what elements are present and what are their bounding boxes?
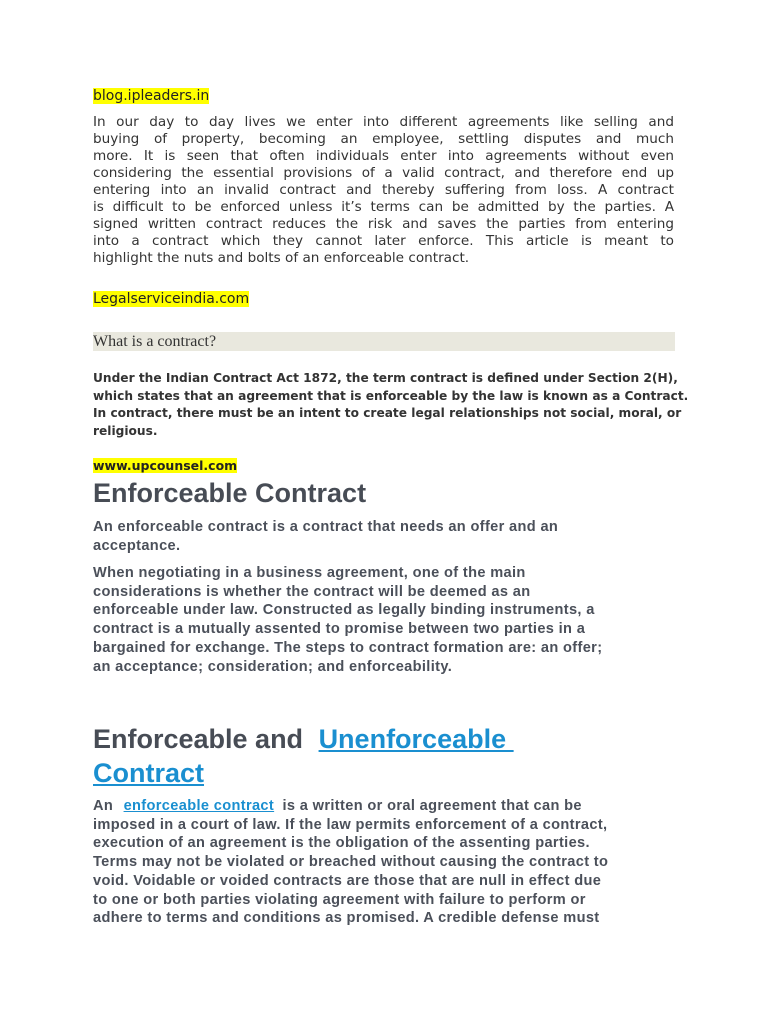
source-text: www.upcounsel.com <box>93 458 238 473</box>
paragraph-offer-acceptance <box>93 518 674 555</box>
paragraph-enforceable-definition <box>93 797 674 928</box>
source-text: blog.ipleaders.in <box>93 88 210 104</box>
source-label-ipleaders <box>93 87 674 105</box>
text-line: an acceptance; consideration; and enforceability. <box>93 658 453 675</box>
text-rest: is a written or oral agreement that can be <box>278 798 582 814</box>
text-line: considerations is whether the contract will be deemed as an <box>93 583 531 600</box>
source-label-upcounsel <box>93 458 674 474</box>
text-line: imposed in a court of law. If the law permits enforcement of a contract, <box>93 816 608 833</box>
text-line: enforceable under law. Constructed as legally binding instruments, a <box>93 602 595 619</box>
definition-paragraph <box>93 370 689 440</box>
text-line: Under the Indian Contract Act 1872, the term contract is defined under Section 2(H), <box>93 371 678 385</box>
text-line: highlight the nuts and bolts of an enforceable contract. <box>93 250 470 266</box>
text-line: bargained for exchange. The steps to contract formation are: an offer; <box>93 639 603 656</box>
text-line: which states that an agreement that is enforceable by the law is known as a Contract. <box>93 388 689 403</box>
text-line: to one or both parties violating agreement with failure to perform or <box>93 891 586 908</box>
text-line: religious. <box>93 423 158 438</box>
heading-contract-line <box>93 756 674 790</box>
text-line: buying of property, becoming an employee, settling disputes and much <box>93 131 674 147</box>
text-line: Terms may not be violated or breached without causing the contract to <box>93 854 609 871</box>
text-line: is difficult to be enforced unless it’s terms can be admitted by the parties. A <box>93 199 674 215</box>
heading-text: Enforceable and <box>93 724 311 754</box>
text-line: acceptance. <box>93 537 181 554</box>
text-line: When negotiating in a business agreement, one of the main <box>93 565 526 581</box>
text-line: In our day to day lives we enter into different agreements like selling and <box>93 114 674 130</box>
text-line <box>93 797 674 816</box>
text-line: contract is a mutually assented to promise between two parties in a <box>93 621 586 638</box>
text-line: In contract, there must be an intent to create legal relationships not social, moral, or <box>93 406 682 420</box>
enforceable-contract-link[interactable]: enforceable contract <box>123 798 275 814</box>
heading-enforceable-contract: Enforceable Contract <box>93 478 367 508</box>
text-line: signed written contract reduces the risk and saves the parties from entering <box>93 216 674 232</box>
contract-link[interactable]: Contract <box>93 758 205 788</box>
text-line: more. It is seen that often individuals enter into agreements without even <box>93 148 674 164</box>
source-label-legalserviceindia <box>93 290 674 308</box>
heading-enforceable-unenforceable <box>93 722 674 756</box>
text-line: void. Voidable or voided contracts are those that are null in effect due <box>93 872 602 889</box>
text-line: entering into an invalid contract and thereby suffering from loss. A contract <box>93 182 674 198</box>
text-line: An enforceable contract is a contract that needs an offer and an <box>93 519 559 535</box>
paragraph-negotiating <box>93 564 674 676</box>
section-title: What is a contract? <box>93 333 217 350</box>
source-text: Legalserviceindia.com <box>93 291 250 307</box>
section-title-bar <box>93 332 675 351</box>
unenforceable-link[interactable]: Unenforceable <box>318 724 514 754</box>
intro-paragraph <box>93 114 674 267</box>
text-line: into a contract which they cannot later enforce. This article is meant to <box>93 233 674 249</box>
text-prefix: An <box>93 798 118 814</box>
text-line: execution of an agreement is the obligation of the assenting parties. <box>93 835 590 852</box>
text-line: considering the essential provisions of a valid contract, and therefore end up <box>93 165 674 181</box>
text-line: adhere to terms and conditions as promised. A credible defense must <box>93 910 600 927</box>
